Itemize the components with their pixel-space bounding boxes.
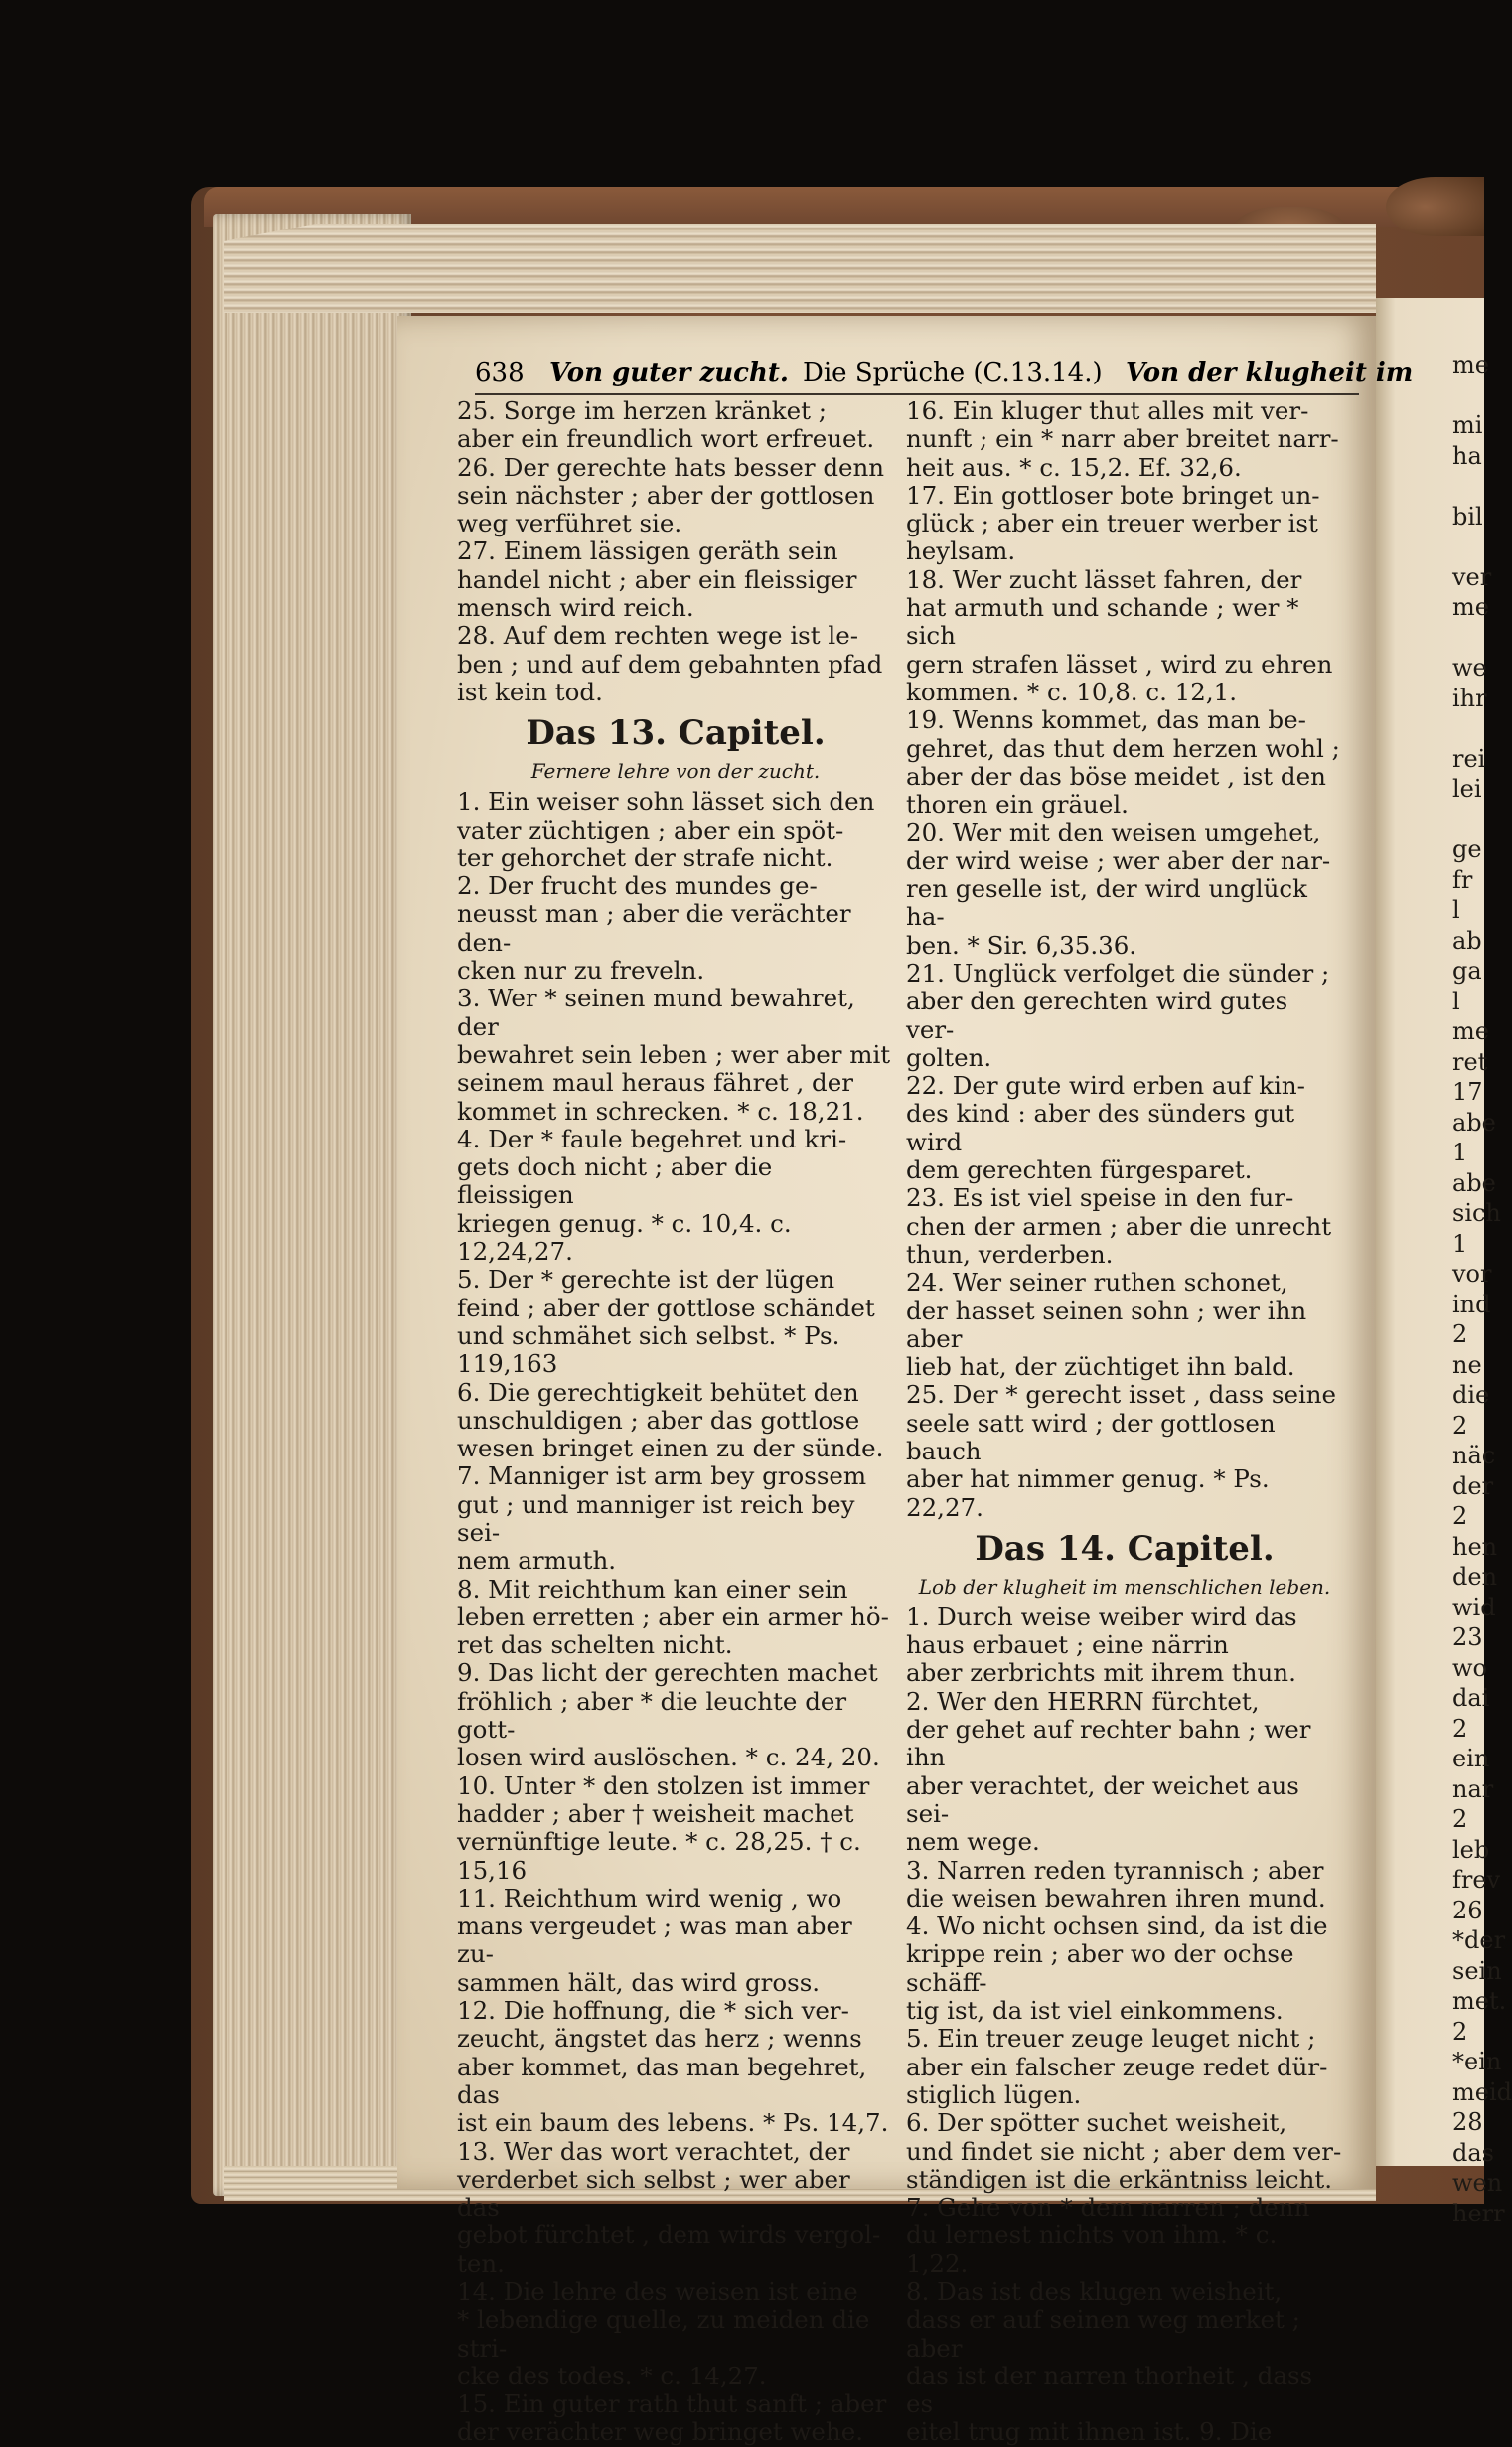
fragment-line: die [1452,1381,1490,1409]
text-line: aber der das böse meidet , ist den [906,761,1326,791]
text-line: kommet in schrecken. * c. 18,21. [457,1096,864,1126]
text-line: ben ; und auf dem gebahnten pfad [457,649,883,679]
text-line: 9. Das licht der gerechten machet [457,1658,878,1688]
text-line: 6. Die gerechtigkeit behütet den [457,1377,859,1407]
text-line: lieb hat, der züchtiget ihn bald. [906,1352,1295,1382]
fragment-line: ind [1452,1290,1491,1318]
fragment-line: l [1452,987,1460,1015]
text-line: ter gehorchet der strafe nicht. [457,842,833,872]
page-edges [213,214,411,2196]
text-line: 7. Gehe von * dem narren ; denn [906,2193,1310,2222]
right-column [906,397,1343,2447]
fragment-line: nar [1452,1774,1494,1803]
text-line: vater züchtigen ; aber ein spöt- [457,815,844,844]
text-line: dass er auf seinen weg merket ; aber [906,2305,1300,2363]
text-line: seele satt wird ; der gottlosen bauch [906,1408,1276,1465]
text-line: 5. Der * gerechte ist der lügen [457,1265,835,1295]
text-line: 1. Durch weise weiber wird das [906,1602,1297,1631]
text-line: ret das schelten nicht. [457,1630,733,1660]
fragment-line: 2 [1452,1320,1468,1348]
text-line: aber verachtet, der weichet aus sei- [906,1770,1299,1828]
fragment-line [1452,713,1484,744]
book-title: Die Sprüche (C.13.14.) [803,358,1103,387]
chapter-13-title: Das 13. Capitel. [526,713,826,754]
fragment-line: 2 [1452,1502,1468,1530]
running-header [475,356,1414,395]
text-line: 8. Mit reichthum kan einer sein [457,1574,848,1604]
text-line: stiglich lügen. [906,2079,1082,2109]
text-line: tig ist, da ist viel einkommens. [906,1996,1284,2026]
fragment-line: ga [1452,957,1482,985]
fragment-line: herr [1452,2199,1505,2227]
text-line: ist ein baum des lebens. * Ps. 14,7. [457,2108,889,2138]
text-line: 25. Sorge im herzen kränket ; [457,396,827,425]
text-line: ben. * Sir. 6,35.36. [906,930,1137,960]
text-line: und findet sie nicht ; aber dem ver- [906,2136,1342,2166]
fragment-line: 1 [1452,1229,1468,1258]
fragment-line: vor [1452,1260,1492,1288]
text-line: gebot fürchtet , dem wirds vergol- [457,2220,881,2250]
text-line: thun, verderben. [906,1239,1114,1269]
fragment-line: *der [1452,1926,1506,1954]
left-running-title: Von guter zucht. [549,358,789,387]
fragment-line: ha [1452,441,1482,470]
fragment-line: bil [1452,502,1483,531]
fragment-line [1452,805,1484,836]
fragment-line: leb [1452,1835,1490,1864]
text-line: aber ein freundlich wort erfreuet. [457,424,875,454]
text-line: der verächter weg bringet wehe. [457,2417,863,2447]
text-line: sein nächster ; aber der gottlosen [457,480,875,510]
text-line: aber hat nimmer genug. * Ps. 22,27. [906,1464,1270,1522]
left-column-verses [457,397,894,706]
fragment-line: ab [1452,926,1482,955]
fragment-line: rei [1452,744,1486,773]
text-line: 17. Ein gottloser bote bringet un- [906,480,1320,510]
text-line: thoren ein gräuel. [906,790,1129,820]
fragment-line: näc [1452,1442,1496,1469]
book-clasp-right [1386,177,1484,236]
text-line: hat armuth und schande ; wer * sich [906,593,1299,651]
fragment-line: 2 [1452,1714,1468,1743]
chapter-14-summary: Lob der klugheit im menschlichen leben. [918,1574,1331,1599]
chapter-14-verses [906,1604,1343,2447]
text-line: neusst man ; aber die verächter den- [457,899,851,957]
fragment-line: 28 [1452,2108,1483,2136]
text-line: unschuldigen ; aber das gottlose [457,1405,860,1435]
text-line: ten. [457,2248,505,2278]
fragment-line: der [1452,1471,1494,1500]
fragment-line: dai [1452,1684,1490,1712]
text-line: 12. Die hoffnung, die * sich ver- [457,1996,849,2026]
text-line: aber den gerechten wird gutes ver- [906,987,1288,1044]
text-line: cke des todes. * c. 14,27. [457,2361,767,2390]
text-line: aber ein falscher zeuge redet dür- [906,2052,1328,2081]
right-page-fragment [1452,350,1512,2228]
text-line: bewahret sein leben ; wer aber mit [457,1039,891,1069]
text-line: 15. Ein guter rath thut sanft ; aber [457,2389,887,2419]
text-line: du lernest nichts von ihm. * c. 1,22. [906,2220,1278,2278]
fragment-line: me [1452,1017,1489,1045]
text-line: leben erretten ; aber ein armer hö- [457,1602,889,1631]
fragment-line: lei [1452,775,1482,803]
fragment-line: 2 [1452,1805,1468,1833]
text-line: das ist der narren thorheit , dass es [906,2361,1313,2419]
fragment-line: *ein [1452,2048,1502,2075]
text-line: ständigen ist die erkäntniss leicht. [906,2164,1333,2194]
text-line: vernünftige leute. * c. 28,25. † c. 15,16 [457,1827,861,1885]
text-line: der gehet auf rechter bahn ; wer ihn [906,1715,1311,1772]
text-line: haus erbauet ; eine närrin [906,1630,1229,1660]
fragment-line: 17 [1452,1078,1483,1106]
fragment-line [1452,471,1484,502]
text-line: 6. Der spötter suchet weisheit, [906,2108,1287,2138]
text-line: 20. Wer mit den weisen umgehet, [906,818,1321,847]
fragment-line: den [1452,1563,1498,1591]
text-line: fröhlich ; aber * die leuchte der gott- [457,1686,847,1745]
text-line: aber zerbrichts mit ihrem thun. [906,1658,1296,1688]
fragment-line: sein [1452,1956,1502,1985]
text-line: heylsam. [906,536,1016,566]
text-line: nunft ; ein * narr aber breitet narr- [906,424,1339,454]
text-line: nem armuth. [457,1546,617,1576]
fragment-line: 23 [1452,1623,1483,1651]
text-line: 23. Es ist viel speise in den fur- [906,1183,1294,1213]
text-line: 3. Wer * seinen mund bewahret, der [457,984,855,1041]
fragment-line: ihr [1452,684,1487,712]
text-line: die weisen bewahren ihren mund. [906,1883,1326,1912]
text-line: 11. Reichthum wird wenig , wo [457,1883,842,1912]
text-line: * lebendige quelle, zu meiden die stri- [457,2305,870,2363]
text-line: 7. Manniger ist arm bey grossem [457,1461,867,1491]
fragment-line: meid [1452,2077,1512,2106]
fragment-line: met. [1452,1987,1507,2015]
text-line: gut ; und manniger ist reich bey sei- [457,1489,855,1547]
text-line: losen wird auslöschen. * c. 24, 20. [457,1743,880,1772]
text-line: gern strafen lässet , wird zu ehren [906,649,1333,679]
fragment-line: l [1452,896,1460,924]
fragment-line: sich [1452,1199,1501,1227]
text-line: glück ; aber ein treuer werber ist [906,509,1318,538]
text-line: 3. Narren reden tyrannisch ; aber [906,1855,1324,1885]
fragment-line: frev [1452,1866,1501,1894]
right-running-title: Von der klugheit im [1126,358,1414,387]
text-line: 27. Einem lässigen geräth sein [457,536,838,566]
text-line: eitel trug mit ihnen ist. 9. Die [906,2417,1273,2447]
chapter-14-title: Das 14. Capitel. [975,1528,1275,1569]
text-line: ist kein tod. [457,677,603,706]
text-line: 16. Ein kluger thut alles mit ver- [906,396,1309,425]
fragment-line: wo [1452,1653,1487,1682]
text-line: 21. Unglück verfolget die sünder ; [906,958,1330,988]
fragment-line: abe [1452,1168,1496,1197]
fragment-line: abe [1452,1108,1496,1137]
fragment-line [1452,381,1484,411]
fragment-line: hen [1452,1532,1498,1561]
text-line: 4. Der * faule begehret und kri- [457,1124,847,1153]
text-line: mensch wird reich. [457,593,694,623]
fragment-line: ein [1452,1745,1490,1772]
text-line: weg verführet sie. [457,509,682,538]
text-line: sammen hält, das wird gross. [457,1967,821,1997]
text-line: 4. Wo nicht ochsen sind, da ist die [906,1912,1328,1941]
text-line: 2. Der frucht des mundes ge- [457,871,818,901]
text-line: handel nicht ; aber ein fleissiger [457,564,857,594]
fragment-line: me [1452,351,1489,379]
fragment-line: ge [1452,836,1482,863]
right-column-verses [906,397,1343,1522]
fragment-line: 2 [1452,2017,1468,2046]
text-line: verderbet sich selbst ; wer aber das [457,2164,850,2222]
text-line: 28. Auf dem rechten wege ist le- [457,621,858,651]
fragment-line [1452,623,1484,654]
fragment-line: 1 [1452,1139,1468,1166]
text-line: heit aus. * c. 15,2. Ef. 32,6. [906,452,1242,482]
page-number: 638 [475,358,525,387]
text-line: 5. Ein treuer zeuge leuget nicht ; [906,2024,1316,2054]
text-line: der hasset seinen sohn ; wer ihn aber [906,1296,1307,1353]
text-line: 24. Wer seiner ruthen schonet, [906,1268,1288,1298]
text-line: ren geselle ist, der wird unglück ha- [906,874,1307,932]
text-line: seinem maul heraus fähret , der [457,1068,853,1098]
text-line: und schmähet sich selbst. * Ps. 119,163 [457,1320,840,1379]
fragment-line: ne [1452,1350,1482,1379]
text-line: 10. Unter * den stolzen ist immer [457,1770,870,1800]
text-line: dem gerechten fürgesparet. [906,1155,1253,1185]
text-line: 8. Das ist des klugen weisheit, [906,2277,1283,2306]
text-line: cken nur zu freveln. [457,956,705,986]
fragment-line: 2 [1452,1411,1468,1440]
text-line: golten. [906,1042,992,1072]
fragment-line: mi [1452,411,1483,439]
fragment-line: me [1452,593,1489,621]
text-line: kriegen genug. * c. 10,4. c. 12,24,27. [457,1208,792,1267]
text-line: kommen. * c. 10,8. c. 12,1. [906,677,1238,706]
fragment-line: ret [1452,1047,1488,1076]
text-line: wesen bringet einen zu der sünde. [457,1434,884,1463]
text-line: 14. Die lehre des weisen ist eine [457,2277,858,2306]
text-line: 1. Ein weiser sohn lässet sich den [457,787,875,817]
fragment-line: 26 [1452,1896,1483,1924]
fragment-line [1452,532,1484,562]
text-line: hadder ; aber † weisheit machet [457,1798,854,1828]
text-line: nem wege. [906,1827,1040,1857]
text-line: der wird weise ; wer aber der nar- [906,845,1331,875]
text-line: gets doch nicht ; aber die fleissigen [457,1152,773,1210]
text-line: zeucht, ängstet das herz ; wenns [457,2024,862,2054]
fragment-line: wid [1452,1593,1496,1621]
text-line: feind ; aber der gottlose schändet [457,1293,875,1322]
chapter-13-summary: Fernere lehre von der zucht. [530,759,821,784]
fragment-line: we [1452,654,1487,682]
page-top-edges [224,224,1376,313]
fragment-line: das [1452,2138,1494,2167]
text-line: gehret, das thut dem herzen wohl ; [906,733,1340,763]
left-column [457,397,894,2447]
text-line: 19. Wenns kommet, das man be- [906,705,1306,735]
text-line: 13. Wer das wort verachtet, der [457,2136,850,2166]
text-line: 22. Der gute wird erben auf kin- [906,1071,1305,1101]
text-line: 26. Der gerechte hats besser denn [457,452,885,482]
text-line: des kind : aber des sünders gut wird [906,1099,1295,1156]
fragment-line: wen [1452,2169,1503,2197]
text-line: 2. Wer den HERRN fürchtet, [906,1686,1260,1716]
fragment-line: fr [1452,865,1473,894]
text-line: krippe rein ; aber wo der ochse schäff- [906,1939,1294,1997]
text-line: 18. Wer zucht lässet fahren, der [906,564,1302,594]
chapter-13-verses [457,788,894,2447]
fragment-line: ver [1452,562,1492,591]
text-line: 25. Der * gerecht isset , dass seine [906,1380,1337,1410]
text-line: chen der armen ; aber die unrecht [906,1211,1332,1241]
text-line: aber kommet, das man begehret, das [457,2052,867,2109]
text-line: mans vergeudet ; was man aber zu- [457,1912,852,1969]
